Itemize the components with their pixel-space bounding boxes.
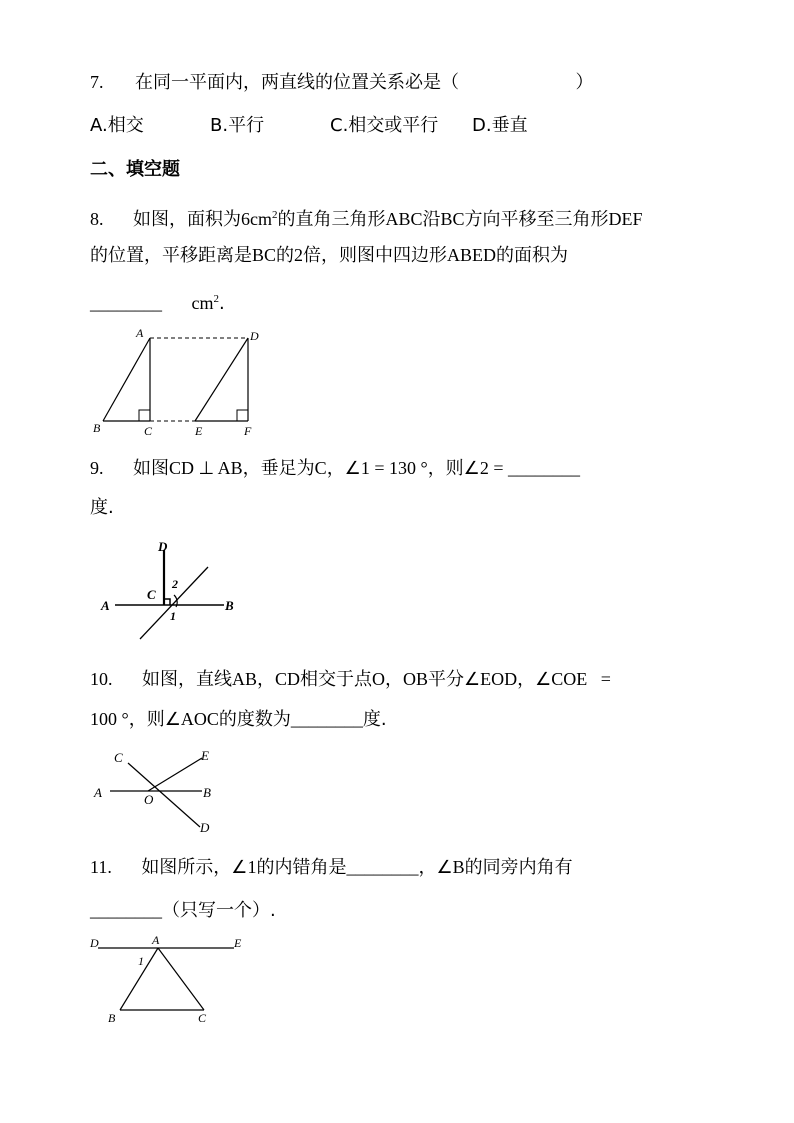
q9-label-b: B bbox=[225, 598, 234, 613]
q11-label-b: B bbox=[108, 1011, 116, 1025]
q10-line2 bbox=[90, 707, 387, 732]
q11-line1 bbox=[90, 855, 573, 880]
q8-text-f: 的 bbox=[276, 245, 295, 266]
q10-figure bbox=[90, 745, 230, 840]
q10-aoc: AOC bbox=[180, 709, 219, 729]
q9-text-b: ，垂足为 bbox=[242, 458, 315, 479]
q7-number: 7. bbox=[90, 72, 104, 92]
q11-answer-blank-2: ________ bbox=[90, 900, 162, 920]
q9-line1 bbox=[90, 456, 580, 481]
q10-eod: EOD bbox=[480, 669, 518, 689]
q8-abc: ABC bbox=[385, 209, 423, 229]
q8-line2 bbox=[90, 243, 568, 268]
q10-o: O bbox=[372, 669, 385, 689]
q10-coe: COE = bbox=[551, 669, 611, 689]
q10-label-a: A bbox=[94, 785, 102, 800]
q9-label-c: C bbox=[147, 587, 156, 602]
q8-text-e: 的位置，平移距离是 bbox=[90, 245, 252, 266]
q10-text-c: 相交于点 bbox=[300, 669, 372, 690]
q8-label-e: E bbox=[195, 424, 203, 438]
q8-two: 2 bbox=[294, 245, 304, 265]
q10-text-a: 如图，直线 bbox=[141, 669, 232, 690]
q8-label-a: A bbox=[136, 326, 144, 340]
q8-unit-end: . bbox=[218, 293, 225, 314]
q8-text-h: 的面积为 bbox=[496, 245, 569, 266]
q11-label-d: D bbox=[90, 936, 99, 950]
q9-label-d: D bbox=[158, 539, 168, 554]
q11-text-c: ，∠ bbox=[418, 857, 453, 878]
q9-angle1: 1 = 130 ° bbox=[360, 458, 428, 478]
q10-label-o: O bbox=[144, 792, 154, 807]
q8-unit: cm bbox=[191, 293, 214, 313]
q10-cd: CD bbox=[274, 669, 300, 689]
q9-label-1: 1 bbox=[170, 609, 176, 623]
q7-option-d: D.垂直 bbox=[472, 115, 528, 136]
q7-option-b: B.平行 bbox=[210, 115, 265, 136]
q11-number: 11. bbox=[90, 857, 112, 877]
q11-line2 bbox=[90, 898, 276, 923]
q11-label-1: 1 bbox=[138, 954, 144, 968]
q9-text-d: ，则∠ bbox=[427, 458, 480, 479]
q11-text-e: （只写一个）. bbox=[162, 900, 276, 921]
q8-text-g: 倍，则图中四边形 bbox=[303, 245, 448, 266]
q8-text-c: 沿 bbox=[422, 209, 441, 230]
q7-close: ） bbox=[575, 72, 594, 93]
q10-number: 10. bbox=[90, 669, 113, 689]
q11-label-a: A bbox=[152, 933, 160, 947]
q8-area: 6cm bbox=[240, 209, 272, 229]
q11-text-a: 如图所示，∠ bbox=[141, 857, 248, 878]
q10-ab: AB bbox=[231, 669, 257, 689]
q10-label-e: E bbox=[201, 748, 209, 763]
q9-figure bbox=[92, 537, 252, 647]
q8-label-d: D bbox=[250, 329, 259, 343]
q11-b: B bbox=[452, 857, 465, 877]
q7-option-a: A.相交 bbox=[90, 115, 144, 136]
q7-option-c: C.相交或平行 bbox=[330, 115, 439, 136]
q11-label-c: C bbox=[198, 1011, 207, 1025]
q10-text-d: ， bbox=[385, 669, 403, 690]
q10-text-h: 的度数为 bbox=[218, 709, 291, 730]
q10-text-b: ， bbox=[256, 669, 275, 690]
q8-abed: ABED bbox=[447, 245, 497, 265]
section-title: 二、填空题 bbox=[90, 159, 180, 180]
q10-line1 bbox=[90, 667, 611, 692]
q8-label-c: C bbox=[144, 424, 153, 438]
q8-text-a: 如图，面积为 bbox=[132, 209, 241, 230]
q8-line3 bbox=[90, 287, 225, 316]
q11-label-e: E bbox=[234, 936, 242, 950]
q9-cd: CD ⊥ AB bbox=[168, 458, 243, 478]
q9-angle2-blank: 2 = ________ bbox=[479, 458, 580, 478]
q10-ob: OB bbox=[403, 669, 429, 689]
q11-figure bbox=[88, 932, 258, 1027]
q8-figure bbox=[88, 325, 268, 440]
q7-line bbox=[90, 70, 593, 95]
q8-unit-sup: 2 bbox=[213, 293, 219, 305]
q8-text-d: 方向平移至三角形 bbox=[464, 209, 609, 230]
q8-def: DEF bbox=[608, 209, 643, 229]
q7-text: 在同一平面内，两直线的位置关系必是（ bbox=[134, 72, 459, 93]
q8-line1 bbox=[90, 203, 643, 232]
q10-label-d: D bbox=[200, 820, 210, 835]
q11-text-b: 的内错角是 bbox=[256, 857, 347, 878]
q8-answer-blank: ________ bbox=[90, 293, 162, 313]
q8-label-f: F bbox=[244, 424, 252, 438]
q10-text-e: 平分∠ bbox=[428, 669, 481, 690]
q8-bc2: BC bbox=[252, 245, 277, 265]
q8-number: 8. bbox=[90, 209, 104, 229]
q10-text-g: ，则∠ bbox=[128, 709, 181, 730]
q11-angle1: 1 bbox=[247, 857, 257, 877]
q11-text-d: 的同旁内角有 bbox=[464, 857, 573, 878]
q9-label-a: A bbox=[101, 598, 110, 613]
q9-line2: 度. bbox=[90, 497, 114, 518]
q9-text-c: ，∠ bbox=[326, 458, 361, 479]
q10-text-i: 度. bbox=[362, 709, 387, 730]
q8-label-b: B bbox=[93, 421, 101, 435]
q9-label-2: 2 bbox=[172, 577, 178, 591]
q10-text-f: ，∠ bbox=[517, 669, 552, 690]
q8-text-b: 的直角三角形 bbox=[277, 209, 386, 230]
q10-angle-value: 100 ° bbox=[90, 709, 129, 729]
q10-label-b: B bbox=[203, 785, 211, 800]
q10-label-c: C bbox=[114, 750, 123, 765]
q8-bc: BC bbox=[440, 209, 465, 229]
q10-answer-blank: ________ bbox=[290, 709, 363, 729]
q8-area-sup: 2 bbox=[271, 209, 278, 221]
q9-number: 9. bbox=[90, 458, 104, 478]
q11-answer-blank-1: ________ bbox=[346, 857, 419, 877]
q9-c: C bbox=[314, 458, 327, 478]
q9-text-a: 如图 bbox=[132, 458, 169, 479]
